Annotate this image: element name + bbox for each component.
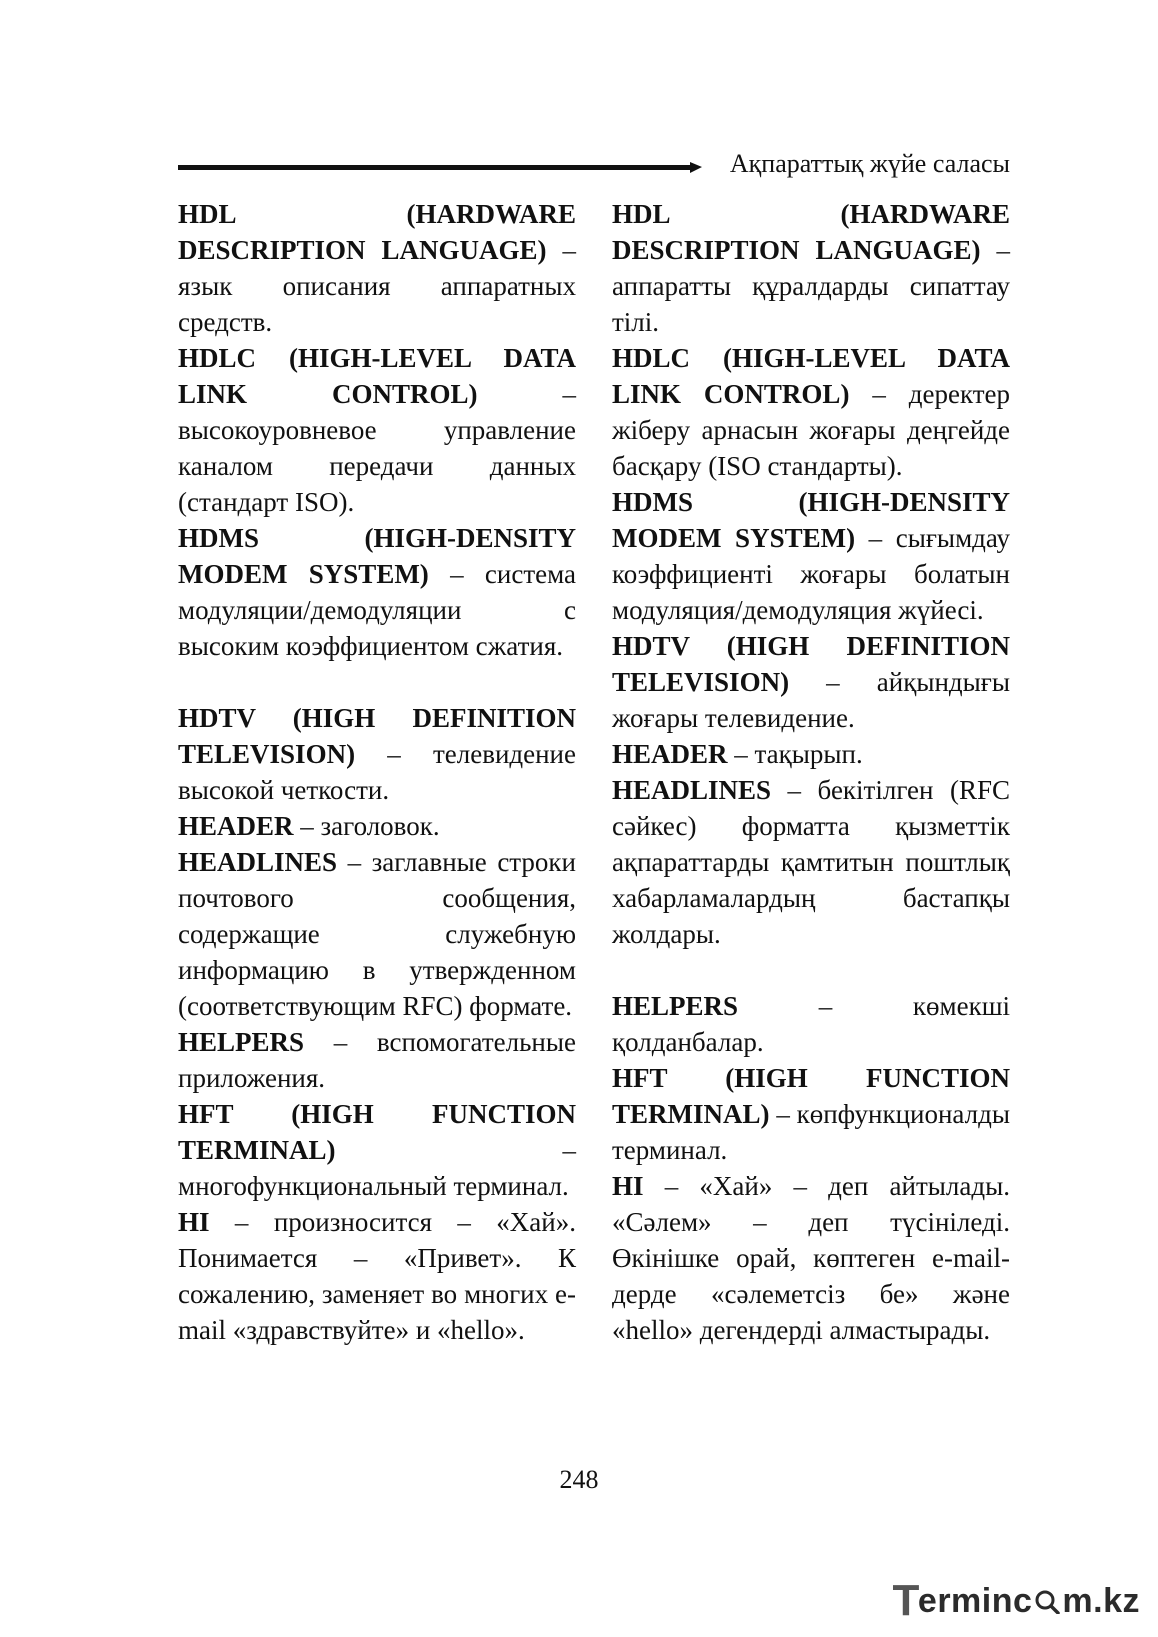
entry-definition: – «Хай» – деп айтылады. «Сәлем» – деп түсініледі. Өкінішке орай, көптеген e-mail-дерде «сәлеметсіз бе» және «hello» дегендерді алмастырады. [612,1171,1010,1345]
glossary-entry [612,736,1010,772]
glossary-entry [178,1024,576,1096]
glossary-entry [178,700,576,808]
glossary-entry [612,484,1010,628]
entry-term: HFT (HIGH FUNCTION TERMINAL) [178,1099,576,1165]
entry-term: HEADLINES [178,847,338,877]
entry-definition: – көпфункционалды терминал. [612,1099,1010,1165]
header-rule [178,165,690,170]
magnifier-icon [1034,1588,1060,1614]
watermark-text-end: m.kz [1062,1581,1140,1620]
entry-definition: – высокоуровневое управление каналом передачи данных (стандарт ISO). [178,379,576,517]
entry-term: HEADLINES [612,775,772,805]
entry-definition: – аппаратты құралдарды сипаттау тілі. [612,235,1011,337]
glossary-entry [612,772,1010,952]
entry-definition: – бекітілген (RFC сәйкес) форматта қызметтік ақпараттарды қамтитын поштлық хабарламалардың бастапқы жолдары. [612,775,1010,949]
entry-definition: – заголовок. [293,811,440,841]
glossary-entry [612,196,1010,340]
glossary-entry [178,1096,576,1204]
entry-term: HEADER [178,811,294,841]
entry-term: HELPERS [612,991,739,1021]
entry-term: HDMS (HIGH-DENSITY MODEM SYSTEM) [612,487,1010,553]
entry-term: HDL (HARDWARE DESCRIPTION LANGUAGE) [178,199,576,265]
glossary-entry [612,1168,1010,1348]
entry-term: HDLC (HIGH-LEVEL DATA LINK CONTROL) [612,343,1010,409]
glossary-entry [178,196,576,340]
entry-definition: – тақырып. [727,739,863,769]
header-title: Ақпараттық жүйе саласы [729,149,1010,178]
entry-term: HI [612,1171,644,1201]
entry-definition: – айқындығы жоғары телевидение. [612,667,1010,733]
entry-definition: – многофункциональный терминал. [178,1135,576,1201]
entry-definition: – язык описания аппаратных средств. [178,235,577,337]
glossary-entry [178,340,576,520]
entry-definition: – произносится – «Хай». Понимается – «Привет». К сожалению, заменяет во многих e-mail «здравствуйте» и «hello». [178,1207,576,1345]
entry-term: HDLC (HIGH-LEVEL DATA LINK CONTROL) [178,343,576,409]
entry-term: HDTV (HIGH DEFINITION TELEVISION) [612,631,1010,697]
entry-definition: – деректер жіберу арнасын жоғары деңгейде басқару (ISO стандарты). [612,379,1010,481]
entry-definition: – телевидение высокой четкости. [178,739,576,805]
glossary-entry [178,1204,576,1348]
entry-term: HDTV (HIGH DEFINITION TELEVISION) [178,703,576,769]
site-watermark-logo [893,1575,1140,1627]
entry-definition: – сығымдау коэффициенті жоғары болатын модуляция/демодуляция жүйесі. [612,523,1010,625]
left-column-russian [178,196,576,1348]
entry-term: HELPERS [178,1027,305,1057]
watermark-text-mid: erminc [917,1581,1033,1620]
entry-term: HDMS (HIGH-DENSITY MODEM SYSTEM) [178,523,576,589]
right-column-kazakh [612,196,1010,1348]
watermark-initial: T [892,1576,920,1625]
glossary-entry [612,340,1010,484]
entry-term: HFT (HIGH FUNCTION TERMINAL) [612,1063,1010,1129]
entry-term: HI [178,1207,210,1237]
page-number: 248 [559,1465,599,1494]
glossary-entry [178,844,576,1024]
glossary-entry [612,988,1010,1060]
entry-definition: – вспомогательные приложения. [178,1027,576,1093]
entry-definition: – заглавные строки почтового сообщения, содержащие служебную информацию в утвержденном (соответствующим RFC) формате. [178,847,576,1021]
glossary-entry [612,628,1010,736]
entry-definition: – система модуляции/демодуляции с высоким коэффициентом сжатия. [178,559,577,661]
entry-definition: – көмекші қолданбалар. [612,991,1010,1057]
running-header [178,146,1010,182]
entry-term: HEADER [612,739,728,769]
entry-term: HDL (HARDWARE DESCRIPTION LANGUAGE) [612,199,1010,265]
glossary-entry [178,808,576,844]
glossary-entry [612,1060,1010,1168]
glossary-entry [178,520,576,664]
